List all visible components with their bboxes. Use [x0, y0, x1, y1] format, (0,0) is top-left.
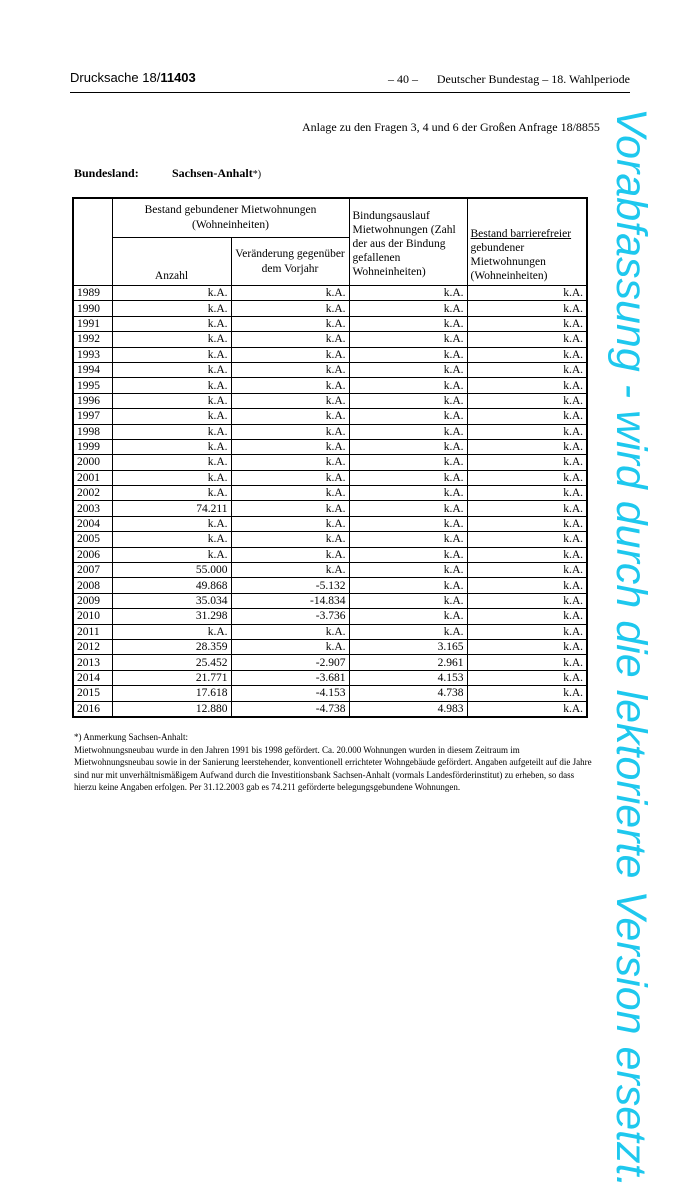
- group-header: Bestand gebundener Mietwohnungen (Wohneinheiten): [112, 198, 349, 238]
- table-row: [73, 532, 587, 547]
- value-cell: k.A.: [467, 547, 587, 562]
- value-cell: k.A.: [112, 347, 231, 362]
- value-cell: k.A.: [112, 332, 231, 347]
- anzahl-header: Anzahl: [112, 238, 231, 286]
- value-cell: k.A.: [231, 393, 349, 408]
- value-cell: 17.618: [112, 686, 231, 701]
- value-cell: 35.034: [112, 593, 231, 608]
- value-cell: k.A.: [349, 455, 467, 470]
- value-cell: k.A.: [231, 347, 349, 362]
- value-cell: -4.153: [231, 686, 349, 701]
- year-cell: 2000: [73, 455, 112, 470]
- table-row: [73, 347, 587, 362]
- value-cell: k.A.: [112, 516, 231, 531]
- value-cell: k.A.: [231, 409, 349, 424]
- table-row: [73, 578, 587, 593]
- table-row: [73, 455, 587, 470]
- footnote-title: *) Anmerkung Sachsen-Anhalt:: [74, 732, 188, 742]
- table-body: [73, 286, 587, 717]
- value-cell: k.A.: [112, 424, 231, 439]
- bundesland-value: Sachsen-Anhalt*): [172, 166, 262, 180]
- footnote-marker: *): [252, 169, 262, 180]
- value-cell: k.A.: [467, 347, 587, 362]
- table-row: [73, 439, 587, 454]
- value-cell: k.A.: [467, 455, 587, 470]
- year-cell: 1999: [73, 439, 112, 454]
- value-cell: 49.868: [112, 578, 231, 593]
- table-row: [73, 486, 587, 501]
- value-cell: k.A.: [231, 624, 349, 639]
- value-cell: k.A.: [349, 332, 467, 347]
- value-cell: k.A.: [349, 501, 467, 516]
- value-cell: k.A.: [231, 301, 349, 316]
- table-row: [73, 332, 587, 347]
- table-row: [73, 686, 587, 701]
- table-row: [73, 516, 587, 531]
- footnote-body: Mietwohnungsneubau wurde in den Jahren 1991 bis 1998 gefördert. Ca. 20.000 Wohnungen wurden in diesem Zeitraum im Mietwohnungsneubau sowie in der Sanierung leerstehender, konventionell errichteter Wohngebäude gefördert. Angaben aufgeteilt auf die Jahre sind nur mit unverhältnismäßigem Aufwand durch die Investitionsbank Sachsen-Anhalt (vormals Landesförderinstitut) zu erheben, so dass hierzu keine Angaben erfolgen. Per 31.12.2003 gab es 74.211 geförderte belegungsgebundene Wohnungen.: [74, 744, 592, 792]
- value-cell: k.A.: [467, 686, 587, 701]
- value-cell: k.A.: [231, 501, 349, 516]
- value-cell: k.A.: [467, 501, 587, 516]
- year-cell: 2015: [73, 686, 112, 701]
- table-row: [73, 563, 587, 578]
- year-cell: 1997: [73, 409, 112, 424]
- value-cell: k.A.: [467, 532, 587, 547]
- year-cell: 1994: [73, 362, 112, 377]
- value-cell: k.A.: [467, 670, 587, 685]
- value-cell: k.A.: [349, 301, 467, 316]
- table-row: [73, 470, 587, 485]
- drucksache-number: Drucksache 18/11403: [70, 70, 196, 85]
- value-cell: k.A.: [467, 424, 587, 439]
- value-cell: 25.452: [112, 655, 231, 670]
- value-cell: k.A.: [231, 439, 349, 454]
- year-cell: 2012: [73, 639, 112, 654]
- value-cell: k.A.: [467, 563, 587, 578]
- table-row: [73, 670, 587, 685]
- value-cell: k.A.: [349, 316, 467, 331]
- value-cell: k.A.: [467, 409, 587, 424]
- value-cell: 3.165: [349, 639, 467, 654]
- value-cell: k.A.: [349, 547, 467, 562]
- value-cell: k.A.: [112, 409, 231, 424]
- value-cell: k.A.: [231, 332, 349, 347]
- barrierefrei-header: Bestand barrierefreier gebundener Mietwohnungen (Wohneinheiten): [467, 198, 587, 286]
- value-cell: k.A.: [231, 639, 349, 654]
- table-row: [73, 378, 587, 393]
- value-cell: k.A.: [467, 593, 587, 608]
- anlage-reference: Anlage zu den Fragen 3, 4 und 6 der Großen Anfrage 18/8855: [302, 120, 600, 134]
- header-bundestag: Deutscher Bundestag – 18. Wahlperiode: [436, 72, 630, 86]
- value-cell: k.A.: [349, 609, 467, 624]
- value-cell: k.A.: [231, 516, 349, 531]
- value-cell: k.A.: [112, 470, 231, 485]
- year-cell: 2006: [73, 547, 112, 562]
- value-cell: k.A.: [231, 470, 349, 485]
- value-cell: k.A.: [467, 470, 587, 485]
- value-cell: k.A.: [349, 439, 467, 454]
- year-cell: 1993: [73, 347, 112, 362]
- value-cell: k.A.: [112, 439, 231, 454]
- year-cell: 2016: [73, 701, 112, 717]
- year-cell: 2009: [73, 593, 112, 608]
- housing-table: [72, 197, 588, 718]
- value-cell: k.A.: [349, 624, 467, 639]
- table-row: [73, 424, 587, 439]
- table-row: [73, 701, 587, 717]
- value-cell: 2.961: [349, 655, 467, 670]
- value-cell: -3.681: [231, 670, 349, 685]
- value-cell: k.A.: [231, 486, 349, 501]
- value-cell: k.A.: [112, 362, 231, 377]
- value-cell: k.A.: [467, 393, 587, 408]
- value-cell: k.A.: [467, 639, 587, 654]
- value-cell: k.A.: [349, 486, 467, 501]
- value-cell: k.A.: [112, 547, 231, 562]
- value-cell: k.A.: [231, 424, 349, 439]
- value-cell: k.A.: [467, 332, 587, 347]
- draft-watermark: Vorabfassung - wird durch die lektorierte Version ersetzt.: [607, 108, 655, 1187]
- year-cell: 2014: [73, 670, 112, 685]
- bindung-header: Bindungsauslauf Mietwohnungen (Zahl der aus der Bindung gefallenen Wohneinheiten): [349, 198, 467, 286]
- table-row: [73, 316, 587, 331]
- value-cell: k.A.: [349, 362, 467, 377]
- value-cell: k.A.: [467, 362, 587, 377]
- value-cell: 4.738: [349, 686, 467, 701]
- bundesland-label: Bundesland:: [74, 166, 139, 180]
- value-cell: k.A.: [231, 455, 349, 470]
- value-cell: 28.359: [112, 639, 231, 654]
- value-cell: -4.738: [231, 701, 349, 717]
- value-cell: 4.983: [349, 701, 467, 717]
- year-cell: 2011: [73, 624, 112, 639]
- value-cell: k.A.: [349, 378, 467, 393]
- value-cell: k.A.: [349, 286, 467, 301]
- table-row: [73, 286, 587, 301]
- value-cell: k.A.: [231, 547, 349, 562]
- value-cell: k.A.: [231, 362, 349, 377]
- value-cell: -3.736: [231, 609, 349, 624]
- table-row: [73, 593, 587, 608]
- year-cell: 1995: [73, 378, 112, 393]
- value-cell: k.A.: [467, 624, 587, 639]
- value-cell: k.A.: [467, 655, 587, 670]
- value-cell: k.A.: [112, 486, 231, 501]
- table-row: [73, 409, 587, 424]
- value-cell: k.A.: [231, 316, 349, 331]
- value-cell: k.A.: [231, 378, 349, 393]
- value-cell: k.A.: [231, 532, 349, 547]
- veraenderung-header: Veränderung gegenüber dem Vorjahr: [231, 238, 349, 286]
- value-cell: k.A.: [349, 516, 467, 531]
- year-cell: 1989: [73, 286, 112, 301]
- year-cell: 1990: [73, 301, 112, 316]
- value-cell: 21.771: [112, 670, 231, 685]
- value-cell: 4.153: [349, 670, 467, 685]
- value-cell: k.A.: [112, 286, 231, 301]
- year-cell: 1998: [73, 424, 112, 439]
- value-cell: k.A.: [349, 424, 467, 439]
- year-cell: 1996: [73, 393, 112, 408]
- value-cell: 12.880: [112, 701, 231, 717]
- year-cell: 2004: [73, 516, 112, 531]
- value-cell: k.A.: [467, 516, 587, 531]
- value-cell: 55.000: [112, 563, 231, 578]
- value-cell: k.A.: [349, 578, 467, 593]
- value-cell: k.A.: [349, 593, 467, 608]
- year-cell: 1991: [73, 316, 112, 331]
- table-row: [73, 501, 587, 516]
- value-cell: k.A.: [467, 378, 587, 393]
- year-cell: 2008: [73, 578, 112, 593]
- value-cell: k.A.: [349, 347, 467, 362]
- value-cell: k.A.: [467, 301, 587, 316]
- value-cell: k.A.: [231, 286, 349, 301]
- value-cell: 31.298: [112, 609, 231, 624]
- value-cell: k.A.: [467, 609, 587, 624]
- value-cell: k.A.: [112, 301, 231, 316]
- value-cell: k.A.: [467, 316, 587, 331]
- table-row: [73, 393, 587, 408]
- year-cell: 2002: [73, 486, 112, 501]
- value-cell: k.A.: [231, 563, 349, 578]
- value-cell: k.A.: [112, 378, 231, 393]
- year-cell: 2003: [73, 501, 112, 516]
- year-cell: 2005: [73, 532, 112, 547]
- value-cell: k.A.: [467, 701, 587, 717]
- table-row: [73, 639, 587, 654]
- page-header: [70, 70, 630, 93]
- value-cell: k.A.: [112, 455, 231, 470]
- year-cell: 1992: [73, 332, 112, 347]
- year-cell: 2010: [73, 609, 112, 624]
- value-cell: k.A.: [112, 532, 231, 547]
- value-cell: -2.907: [231, 655, 349, 670]
- table-row: [73, 655, 587, 670]
- value-cell: -14.834: [231, 593, 349, 608]
- table-row: [73, 547, 587, 562]
- table-row: [73, 362, 587, 377]
- value-cell: k.A.: [349, 532, 467, 547]
- value-cell: k.A.: [467, 286, 587, 301]
- year-cell: 2013: [73, 655, 112, 670]
- value-cell: k.A.: [349, 409, 467, 424]
- value-cell: k.A.: [349, 393, 467, 408]
- year-column-header: [73, 198, 112, 286]
- table-row: [73, 301, 587, 316]
- value-cell: k.A.: [467, 486, 587, 501]
- year-cell: 2007: [73, 563, 112, 578]
- value-cell: -5.132: [231, 578, 349, 593]
- value-cell: k.A.: [349, 470, 467, 485]
- value-cell: k.A.: [112, 624, 231, 639]
- footnote: [74, 731, 594, 794]
- value-cell: k.A.: [467, 439, 587, 454]
- table-row: [73, 624, 587, 639]
- year-cell: 2001: [73, 470, 112, 485]
- value-cell: k.A.: [467, 578, 587, 593]
- value-cell: k.A.: [112, 393, 231, 408]
- value-cell: k.A.: [112, 316, 231, 331]
- page-number: – 40 –: [388, 72, 418, 86]
- table-row: [73, 609, 587, 624]
- value-cell: k.A.: [349, 563, 467, 578]
- value-cell: 74.211: [112, 501, 231, 516]
